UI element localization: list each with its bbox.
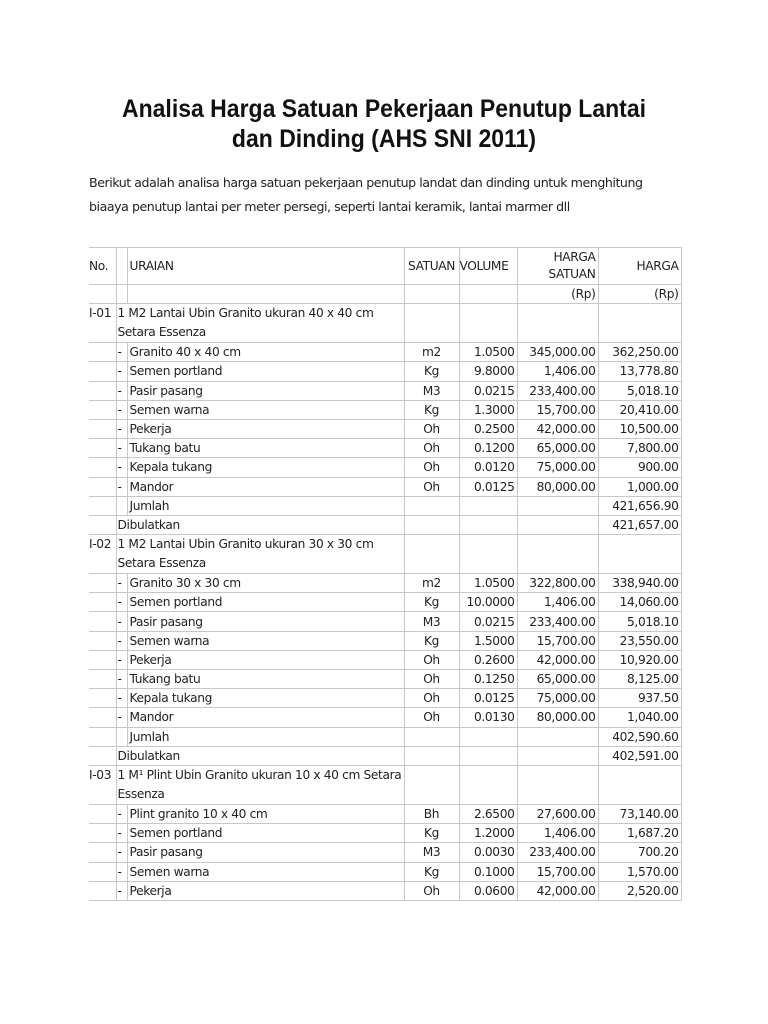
table-row xyxy=(89,843,681,862)
item-dash: - xyxy=(116,477,127,496)
intro-paragraph: Berikut adalah analisa harga satuan pekerjaan penutup landat dan dinding untuk menghitung biaaya penutup lantai per meter persegi, seperti lantai keramik, lantai marmer dll xyxy=(89,175,643,214)
item-harga-satuan: 75,000.00 xyxy=(517,458,598,477)
dibulatkan-label: Dibulatkan xyxy=(116,746,404,765)
empty-cell xyxy=(404,496,459,515)
table-unit-row xyxy=(89,285,681,304)
empty-cell xyxy=(517,304,598,343)
empty-cell xyxy=(127,285,404,304)
empty-cell xyxy=(89,419,116,438)
item-uraian: Granito 40 x 40 cm xyxy=(127,343,404,362)
item-harga: 8,125.00 xyxy=(598,670,681,689)
empty-cell xyxy=(89,824,116,843)
item-satuan: Oh xyxy=(404,477,459,496)
item-uraian: Tukang batu xyxy=(127,439,404,458)
empty-cell xyxy=(404,535,459,574)
item-harga-satuan: 80,000.00 xyxy=(517,477,598,496)
item-uraian: Pekerja xyxy=(127,650,404,669)
item-satuan: Oh xyxy=(404,881,459,900)
table-row xyxy=(89,439,681,458)
item-harga: 900.00 xyxy=(598,458,681,477)
empty-cell xyxy=(89,650,116,669)
item-satuan: Kg xyxy=(404,362,459,381)
empty-cell xyxy=(459,727,517,746)
ahs-table xyxy=(89,247,682,901)
item-volume: 10.0000 xyxy=(459,593,517,612)
empty-cell xyxy=(517,746,598,765)
item-volume: 0.1200 xyxy=(459,439,517,458)
item-satuan: Kg xyxy=(404,824,459,843)
table-row xyxy=(89,419,681,438)
dibulatkan-row xyxy=(89,746,681,765)
table-row xyxy=(89,708,681,727)
page-title: Analisa Harga Satuan Pekerjaan Penutup Lantai dan Dinding (AHS SNI 2011) xyxy=(121,95,647,153)
empty-cell xyxy=(89,515,116,534)
empty-cell xyxy=(89,343,116,362)
item-harga-satuan: 1,406.00 xyxy=(517,824,598,843)
empty-cell xyxy=(89,458,116,477)
item-harga: 2,520.00 xyxy=(598,881,681,900)
empty-cell xyxy=(404,285,459,304)
item-harga-satuan: 42,000.00 xyxy=(517,650,598,669)
empty-cell xyxy=(459,746,517,765)
header-dash xyxy=(116,248,127,285)
item-harga-satuan: 65,000.00 xyxy=(517,670,598,689)
empty-cell xyxy=(89,862,116,881)
empty-cell xyxy=(459,496,517,515)
empty-cell xyxy=(404,765,459,804)
item-harga: 10,920.00 xyxy=(598,650,681,669)
item-harga: 73,140.00 xyxy=(598,804,681,823)
item-uraian: Mandor xyxy=(127,477,404,496)
header-satuan: SATUAN xyxy=(404,248,459,285)
item-uraian: Semen warna xyxy=(127,862,404,881)
empty-cell xyxy=(89,477,116,496)
group-no: I-02 xyxy=(89,535,116,574)
item-satuan: Oh xyxy=(404,670,459,689)
empty-cell xyxy=(459,304,517,343)
group-row xyxy=(89,765,681,804)
table-header-row xyxy=(89,248,681,285)
item-harga-satuan: 80,000.00 xyxy=(517,708,598,727)
item-harga: 362,250.00 xyxy=(598,343,681,362)
item-harga-satuan: 345,000.00 xyxy=(517,343,598,362)
group-row xyxy=(89,304,681,343)
table-row xyxy=(89,458,681,477)
item-satuan: M3 xyxy=(404,612,459,631)
empty-cell xyxy=(517,765,598,804)
group-no: I-01 xyxy=(89,304,116,343)
empty-cell xyxy=(459,535,517,574)
header-no: No. xyxy=(89,248,116,285)
item-dash: - xyxy=(116,631,127,650)
jumlah-row xyxy=(89,496,681,515)
empty-cell xyxy=(89,612,116,631)
empty-cell xyxy=(116,727,127,746)
empty-cell xyxy=(459,765,517,804)
jumlah-value: 402,590.60 xyxy=(598,727,681,746)
item-dash: - xyxy=(116,400,127,419)
empty-cell xyxy=(89,285,116,304)
empty-cell xyxy=(404,515,459,534)
item-harga: 10,500.00 xyxy=(598,419,681,438)
item-harga-satuan: 75,000.00 xyxy=(517,689,598,708)
item-dash: - xyxy=(116,593,127,612)
item-dash: - xyxy=(116,881,127,900)
item-uraian: Mandor xyxy=(127,708,404,727)
item-harga-satuan: 15,700.00 xyxy=(517,400,598,419)
empty-cell xyxy=(404,727,459,746)
item-harga: 20,410.00 xyxy=(598,400,681,419)
empty-cell xyxy=(598,765,681,804)
item-dash: - xyxy=(116,708,127,727)
item-satuan: Kg xyxy=(404,862,459,881)
item-satuan: Kg xyxy=(404,400,459,419)
item-harga: 1,570.00 xyxy=(598,862,681,881)
empty-cell xyxy=(598,304,681,343)
item-harga: 7,800.00 xyxy=(598,439,681,458)
item-uraian: Tukang batu xyxy=(127,670,404,689)
item-harga: 5,018.10 xyxy=(598,381,681,400)
item-dash: - xyxy=(116,612,127,631)
item-uraian: Pasir pasang xyxy=(127,843,404,862)
item-harga-satuan: 233,400.00 xyxy=(517,843,598,862)
item-satuan: Oh xyxy=(404,458,459,477)
item-volume: 2.6500 xyxy=(459,804,517,823)
empty-cell xyxy=(404,304,459,343)
item-satuan: Oh xyxy=(404,419,459,438)
item-satuan: Kg xyxy=(404,593,459,612)
table-row xyxy=(89,612,681,631)
item-volume: 0.0125 xyxy=(459,689,517,708)
empty-cell xyxy=(517,496,598,515)
item-harga: 937.50 xyxy=(598,689,681,708)
item-uraian: Semen portland xyxy=(127,824,404,843)
item-volume: 0.0030 xyxy=(459,843,517,862)
table-row xyxy=(89,593,681,612)
item-dash: - xyxy=(116,362,127,381)
item-uraian: Semen portland xyxy=(127,362,404,381)
table-row xyxy=(89,862,681,881)
item-uraian: Plint granito 10 x 40 cm xyxy=(127,804,404,823)
item-dash: - xyxy=(116,824,127,843)
empty-cell xyxy=(89,381,116,400)
item-satuan: m2 xyxy=(404,343,459,362)
empty-cell xyxy=(517,727,598,746)
empty-cell xyxy=(89,362,116,381)
empty-cell xyxy=(116,285,127,304)
table-row xyxy=(89,631,681,650)
item-dash: - xyxy=(116,419,127,438)
group-title: 1 M¹ Plint Ubin Granito ukuran 10 x 40 cm Setara Essenza xyxy=(116,765,404,804)
table-row xyxy=(89,650,681,669)
item-harga-satuan: 15,700.00 xyxy=(517,631,598,650)
item-satuan: Oh xyxy=(404,708,459,727)
item-harga-satuan: 15,700.00 xyxy=(517,862,598,881)
item-harga-satuan: 65,000.00 xyxy=(517,439,598,458)
item-volume: 0.0215 xyxy=(459,612,517,631)
header-harga-satuan-label: HARGA SATUAN xyxy=(548,250,596,281)
table-row xyxy=(89,362,681,381)
item-dash: - xyxy=(116,650,127,669)
item-harga: 13,778.80 xyxy=(598,362,681,381)
empty-cell xyxy=(89,400,116,419)
item-harga: 1,040.00 xyxy=(598,708,681,727)
item-harga-satuan: 1,406.00 xyxy=(517,362,598,381)
item-dash: - xyxy=(116,458,127,477)
item-uraian: Semen portland xyxy=(127,593,404,612)
item-harga: 1,687.20 xyxy=(598,824,681,843)
item-harga: 700.20 xyxy=(598,843,681,862)
item-volume: 0.0130 xyxy=(459,708,517,727)
item-harga: 23,550.00 xyxy=(598,631,681,650)
empty-cell xyxy=(89,843,116,862)
empty-cell xyxy=(89,689,116,708)
empty-cell xyxy=(459,285,517,304)
item-volume: 1.5000 xyxy=(459,631,517,650)
dibulatkan-value: 421,657.00 xyxy=(598,515,681,534)
empty-cell xyxy=(89,881,116,900)
empty-cell xyxy=(598,535,681,574)
empty-cell xyxy=(459,515,517,534)
table-row xyxy=(89,477,681,496)
item-dash: - xyxy=(116,381,127,400)
table-row xyxy=(89,343,681,362)
table-row xyxy=(89,804,681,823)
item-uraian: Pekerja xyxy=(127,881,404,900)
item-satuan: Bh xyxy=(404,804,459,823)
item-dash: - xyxy=(116,804,127,823)
item-uraian: Semen warna xyxy=(127,400,404,419)
dibulatkan-value: 402,591.00 xyxy=(598,746,681,765)
item-satuan: Oh xyxy=(404,439,459,458)
empty-cell xyxy=(89,574,116,593)
empty-cell xyxy=(89,670,116,689)
item-dash: - xyxy=(116,574,127,593)
empty-cell xyxy=(89,708,116,727)
group-title: 1 M2 Lantai Ubin Granito ukuran 30 x 30 cm Setara Essenza xyxy=(116,535,404,574)
item-uraian: Pekerja xyxy=(127,419,404,438)
empty-cell xyxy=(89,804,116,823)
header-harga: HARGA xyxy=(598,248,681,285)
table-row xyxy=(89,670,681,689)
item-harga-satuan: 322,800.00 xyxy=(517,574,598,593)
item-satuan: M3 xyxy=(404,843,459,862)
empty-cell xyxy=(89,593,116,612)
item-volume: 1.0500 xyxy=(459,574,517,593)
item-dash: - xyxy=(116,862,127,881)
item-volume: 0.2600 xyxy=(459,650,517,669)
item-volume: 0.0125 xyxy=(459,477,517,496)
item-harga-satuan: 233,400.00 xyxy=(517,612,598,631)
item-harga-satuan: 1,406.00 xyxy=(517,593,598,612)
item-volume: 1.0500 xyxy=(459,343,517,362)
item-satuan: Kg xyxy=(404,631,459,650)
empty-cell xyxy=(116,496,127,515)
item-volume: 0.2500 xyxy=(459,419,517,438)
item-satuan: m2 xyxy=(404,574,459,593)
item-volume: 0.0600 xyxy=(459,881,517,900)
item-uraian: Pasir pasang xyxy=(127,612,404,631)
item-dash: - xyxy=(116,689,127,708)
empty-cell xyxy=(89,631,116,650)
item-harga-satuan: 233,400.00 xyxy=(517,381,598,400)
empty-cell xyxy=(517,535,598,574)
item-harga: 5,018.10 xyxy=(598,612,681,631)
group-title: 1 M2 Lantai Ubin Granito ukuran 40 x 40 cm Setara Essenza xyxy=(116,304,404,343)
empty-cell xyxy=(89,496,116,515)
table-row xyxy=(89,689,681,708)
item-volume: 0.1250 xyxy=(459,670,517,689)
header-uraian: URAIAN xyxy=(127,248,404,285)
table-row xyxy=(89,824,681,843)
empty-cell xyxy=(517,515,598,534)
jumlah-value: 421,656.90 xyxy=(598,496,681,515)
item-satuan: Oh xyxy=(404,650,459,669)
group-row xyxy=(89,535,681,574)
unit-harga-satuan: (Rp) xyxy=(517,285,598,304)
header-harga-satuan xyxy=(517,248,598,285)
item-uraian: Granito 30 x 30 cm xyxy=(127,574,404,593)
header-volume: VOLUME xyxy=(459,248,517,285)
item-volume: 0.0215 xyxy=(459,381,517,400)
item-dash: - xyxy=(116,843,127,862)
item-uraian: Pasir pasang xyxy=(127,381,404,400)
dibulatkan-label: Dibulatkan xyxy=(116,515,404,534)
item-volume: 1.3000 xyxy=(459,400,517,419)
item-dash: - xyxy=(116,670,127,689)
table-row xyxy=(89,574,681,593)
item-uraian: Kepala tukang xyxy=(127,689,404,708)
item-satuan: M3 xyxy=(404,381,459,400)
jumlah-label: Jumlah xyxy=(127,496,404,515)
group-no: I-03 xyxy=(89,765,116,804)
item-dash: - xyxy=(116,439,127,458)
item-harga-satuan: 42,000.00 xyxy=(517,881,598,900)
item-harga: 1,000.00 xyxy=(598,477,681,496)
jumlah-row xyxy=(89,727,681,746)
empty-cell xyxy=(89,746,116,765)
item-volume: 1.2000 xyxy=(459,824,517,843)
empty-cell xyxy=(89,439,116,458)
item-harga-satuan: 42,000.00 xyxy=(517,419,598,438)
empty-cell xyxy=(404,746,459,765)
item-harga-satuan: 27,600.00 xyxy=(517,804,598,823)
item-harga: 14,060.00 xyxy=(598,593,681,612)
item-dash: - xyxy=(116,343,127,362)
empty-cell xyxy=(89,727,116,746)
dibulatkan-row xyxy=(89,515,681,534)
table-row xyxy=(89,881,681,900)
table-row xyxy=(89,381,681,400)
item-volume: 0.1000 xyxy=(459,862,517,881)
item-harga: 338,940.00 xyxy=(598,574,681,593)
item-volume: 0.0120 xyxy=(459,458,517,477)
item-uraian: Semen warna xyxy=(127,631,404,650)
item-volume: 9.8000 xyxy=(459,362,517,381)
table-row xyxy=(89,400,681,419)
jumlah-label: Jumlah xyxy=(127,727,404,746)
item-satuan: Oh xyxy=(404,689,459,708)
unit-harga: (Rp) xyxy=(598,285,681,304)
item-uraian: Kepala tukang xyxy=(127,458,404,477)
